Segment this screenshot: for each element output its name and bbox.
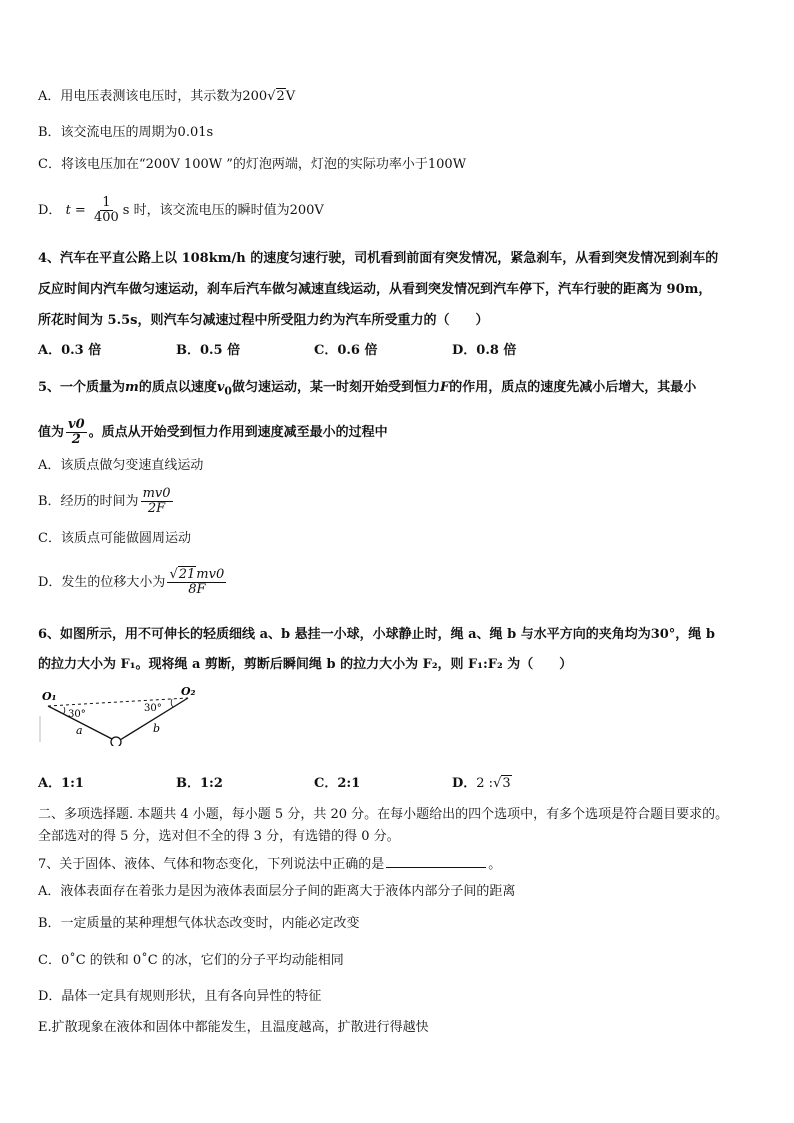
- fraction-numerator: v0: [68, 417, 85, 432]
- q5-option-d-fraction: [167, 568, 226, 597]
- label-o1: O₁: [42, 690, 57, 703]
- q6-stem-line1: 6、如图所示，用不可伸长的轻质细线 a、b 悬挂一小球，小球静止时，绳 a、绳 b 与水平方向的夹角均为30°，绳 b: [38, 627, 715, 642]
- q6-option-d-value: 2 :: [476, 776, 494, 791]
- fraction-denominator: 2F: [147, 501, 166, 516]
- fraction-numerator: mv0: [142, 486, 171, 501]
- q7-stem: [38, 855, 501, 873]
- q6-options: [38, 776, 512, 792]
- section2-line1: 二、多项选择题. 本题共 4 小题，每小题 5 分，共 20 分。在每小题给出的四个选项中，有多个选项是符合题目要求的。: [38, 807, 729, 822]
- q5-option-d-text: D．发生的位移大小为: [38, 575, 166, 590]
- label-angle-left: 30°: [68, 709, 86, 720]
- q6-option-d-label: D．: [452, 776, 477, 791]
- q7-option-c: C．0˚C 的铁和 0˚C 的冰，它们的分子平均动能相同: [38, 953, 344, 968]
- q5-text: 。质点从开始受到恒力作用到速度减至最小的过程中: [88, 425, 388, 440]
- q7-option-e: E.扩散现象在液体和固体中都能发生，且温度越高，扩散进行得越快: [38, 1020, 429, 1035]
- q3-option-d-label: D．: [38, 203, 62, 218]
- angle-arc-right: [171, 699, 173, 707]
- fraction-numerator: [167, 568, 226, 583]
- q3-option-a-radicand: 2: [276, 89, 285, 104]
- q7-stem-end: 。: [488, 857, 502, 872]
- q5-text: 5、一个质量为: [38, 380, 126, 395]
- q5-option-b-text: B．经历的时间为: [38, 494, 139, 509]
- q4-option-a: A．0.3 倍: [38, 343, 102, 358]
- angle-arc-left: [63, 707, 65, 714]
- q6-figure: [36, 686, 206, 746]
- q5-fraction: [66, 418, 87, 447]
- sqrt-sign: √: [493, 776, 502, 791]
- radicand: 21: [178, 567, 196, 582]
- q5-option-b-fraction: [141, 487, 173, 516]
- fraction-numerator: 1: [102, 195, 111, 210]
- q5-text: 值为: [38, 425, 65, 440]
- q3-option-d: [38, 196, 324, 225]
- q3-option-b: B．该交流电压的周期为0.01s: [38, 125, 214, 140]
- fraction-denominator: 2: [71, 432, 81, 447]
- q3-option-a-text: A．用电压表测该电压时，其示数为: [38, 89, 243, 104]
- section2-line2: 全部选对的得 5 分，选对但不全的得 3 分，有选错的得 0 分。: [38, 829, 400, 844]
- var-v: v: [216, 380, 225, 395]
- q6-option-d: [452, 775, 512, 791]
- subscript: 0: [224, 384, 232, 398]
- q3-option-d-fraction: [92, 196, 121, 225]
- q4-option-c: C．0.6 倍: [314, 343, 378, 358]
- q7-option-a: A．液体表面存在着张力是因为液体表面层分子间的距离大于液体内部分子间的距离: [38, 884, 516, 899]
- q7-option-d: D．晶体一定具有规则形状，且有各向异性的特征: [38, 989, 322, 1004]
- label-angle-right: 30°: [144, 703, 162, 714]
- q7-option-b: B．一定质量的某种理想气体状态改变时，内能必定改变: [38, 916, 360, 931]
- q4-option-d: D．0.8 倍: [452, 343, 517, 358]
- q5-option-a: A．该质点做匀变速直线运动: [38, 458, 204, 473]
- label-rope-b: b: [153, 722, 161, 735]
- q4-stem-line2: 反应时间内汽车做匀速运动，刹车后汽车做匀减速直线运动，从看到突发情况到汽车停下，汽车行驶的距离为 90m，: [38, 282, 712, 297]
- q3-option-a-unit: V: [285, 89, 296, 104]
- q4-options: [38, 343, 590, 359]
- q4-option-b: B．0.5 倍: [176, 343, 241, 358]
- ball: [111, 737, 121, 746]
- q5-option-c: C．该质点可能做圆周运动: [38, 531, 191, 546]
- q3-option-a-number: 200: [242, 89, 268, 104]
- fraction-denominator: 400: [93, 210, 119, 225]
- q3-option-d-t: t =: [65, 203, 86, 218]
- q6-option-b: B．1:2: [176, 776, 223, 791]
- label-o2: O₂: [181, 686, 196, 698]
- fraction-denominator: 8F: [188, 582, 206, 597]
- answer-blank: [386, 855, 486, 868]
- q5-text: 做匀速运动，某一时刻开始受到恒力: [231, 380, 440, 395]
- q7-stem-text: 7、关于固体、液体、气体和物态变化，下列说法中正确的是: [38, 857, 385, 872]
- q6-option-a: A．1:1: [38, 776, 84, 791]
- q4-stem-line3: 所花时间为 5.5s，则汽车匀减速过程中所受阻力约为汽车所受重力的（ ）: [38, 313, 489, 328]
- q5-stem-line1: [38, 380, 696, 400]
- q5-stem-line2: [38, 418, 388, 447]
- q6-option-d-radicand: 3: [502, 776, 511, 791]
- q3-option-d-suffix: s 时，该交流电压的瞬时值为200V: [122, 203, 324, 218]
- sqrt-sign: √: [169, 567, 178, 582]
- q6-stem-line2: 的拉力大小为 F₁。现将绳 a 剪断，剪断后瞬间绳 b 的拉力大小为 F₂，则 F₁:F₂ 为（ ）: [38, 657, 573, 672]
- q4-stem-line1: 4、汽车在平直公路上以 108km/h 的速度匀速行驶，司机看到前面有突发情况，紧急刹车，从看到突发情况到刹车的: [38, 251, 719, 266]
- q5-text: 的质点以速度: [138, 380, 217, 395]
- q6-option-c: C．2:1: [314, 776, 361, 791]
- numerator-rest: mv0: [196, 567, 225, 582]
- q5-option-d: [38, 568, 228, 597]
- label-rope-a: a: [76, 724, 83, 737]
- q3-option-a: [38, 89, 295, 105]
- ceiling-dashed-line: [48, 698, 188, 706]
- q3-option-c: C．将该电压加在“200V 100W ”的灯泡两端，灯泡的实际功率小于100W: [38, 157, 467, 172]
- sqrt-sign: √: [267, 89, 276, 104]
- q5-text: 的作用，质点的速度先减小后增大，其最小: [449, 380, 697, 395]
- var-m: m: [125, 380, 139, 395]
- var-f: F: [439, 380, 450, 395]
- q5-option-b: [38, 487, 175, 516]
